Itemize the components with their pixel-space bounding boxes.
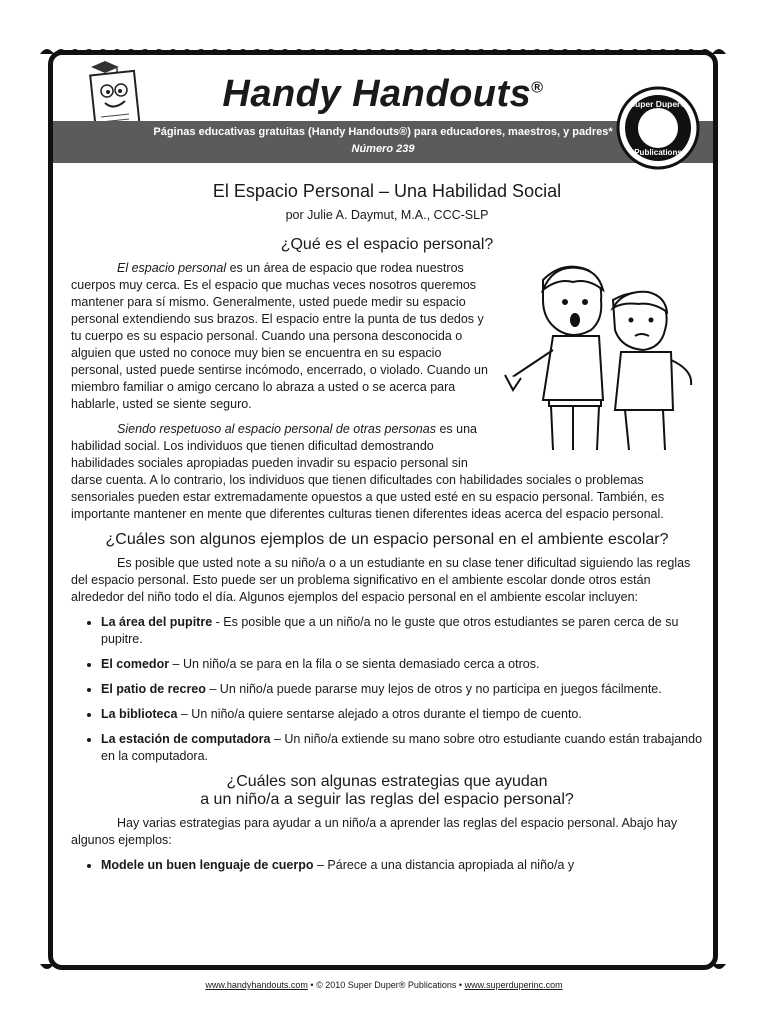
list-item: • La estación de computadora – Un niño/a extiende su mano sobre otro estudiante cuando están trabajando en la computadora. — [101, 731, 703, 765]
section3-heading: ¿Cuáles son algunas estrategias que ayudan a un niño/a a seguir las reglas del espacio personal? — [200, 773, 574, 808]
section1-paragraph2: Siendo respetuoso al espacio personal de otras personas es una habilidad social. Los individuos que tienen dificultad demostrando habilidades sociales apropiadas pueden invadir su espacio personal sin darse cuenta. A lo contrario, los individuos que tienen dificultades con habilidades sociales o problemas sensoriales pueden estar extremadamente opuestos a que usted esté en su espacio personal. También, es importante mantener en mente que diferentes culturas tienen diferentes ideas acerca del espacio personal. — [71, 422, 665, 521]
list-item: • La área del pupitre - Es posible que a un niño/a no le guste que otros estudiantes se paren cerca de su pupitre. — [101, 614, 703, 648]
list-item: • La biblioteca – Un niño/a quiere sentarse alejado a otros durante el tiempo de cuento. — [101, 706, 703, 723]
two-boys-illustration — [503, 260, 703, 450]
document-title: El Espacio Personal – Una Habilidad Social — [212, 181, 562, 201]
svg-text:Super Duper®: Super Duper® — [629, 99, 687, 109]
footer: www.handyhandouts.com • © 2010 Super Duper® Publications • www.superduperinc.com — [205, 980, 563, 990]
header-band — [53, 121, 713, 163]
section2-heading: ¿Cuáles son algunos ejemplos de un espacio personal en el ambiente escolar? — [105, 531, 669, 548]
section3-intro: Hay varias estrategias para ayudar a un niño/a a aprender las reglas del espacio personal. Abajo hay algunos ejemplos: — [71, 816, 678, 847]
header-subtitle: Páginas educativas gratuitas (Handy Handouts®) para educadores, maestros, y padres* — [153, 126, 613, 138]
handout-number: Número 239 — [351, 143, 415, 155]
handout-frame — [48, 50, 718, 970]
handout-content — [71, 177, 703, 882]
strategies-list — [71, 857, 703, 874]
footer-link-handyhandouts[interactable]: www.handyhandouts.com — [205, 980, 308, 990]
list-item: • El comedor – Un niño/a se para en la fila o se sienta demasiado cerca a otros. — [101, 656, 703, 673]
list-item: • Modele un buen lenguaje de cuerpo – Párece a una distancia apropiada al niño/a y — [101, 857, 703, 874]
header-title: Handy Handouts® — [222, 73, 544, 115]
section1-heading: ¿Qué es el espacio personal? — [280, 236, 494, 253]
section1-paragraph1: El espacio personal es un área de espacio que rodea nuestros cuerpos muy cerca. Es el espacio que muchas veces nosotros queremos mantener para sí mismo. Generalmente, usted puede medir su espacio personal extendiendo sus brazos. El espacio entre la punta de tus dedos y tu cuerpo es su espacio personal. Cuando una persona desconocida o alguien que usted no conoce muy bien se encuentra en su espacio personal, usted puede sentirse incómodo, encerrado, o violado. Cuando un miembro familiar o amigo cercano lo abraza a usted o se acerca para hablarle, usted se siente seguro. — [71, 261, 488, 411]
school-examples-list — [71, 614, 703, 765]
author-line: por Julie A. Daymut, M.A., CCC-SLP — [285, 208, 489, 222]
footer-link-superduper[interactable]: www.superduperinc.com — [464, 980, 563, 990]
section2-intro: Es posible que usted note a su niño/a o a un estudiante en su clase tener dificultad siguiendo las reglas del espacio personal. Esto puede ser un problema significativo en el ambiente escolar donde otros están alrededor del niño todo el día. Algunos ejemplos del espacio personal en el ambiente escolar incluyen: — [71, 556, 691, 604]
publisher-seal-logo — [615, 85, 701, 171]
svg-text:Publications: Publications — [634, 148, 682, 157]
list-item: • El patio de recreo – Un niño/a puede pararse muy lejos de otros y no participa en juegos fácilmente. — [101, 681, 703, 698]
